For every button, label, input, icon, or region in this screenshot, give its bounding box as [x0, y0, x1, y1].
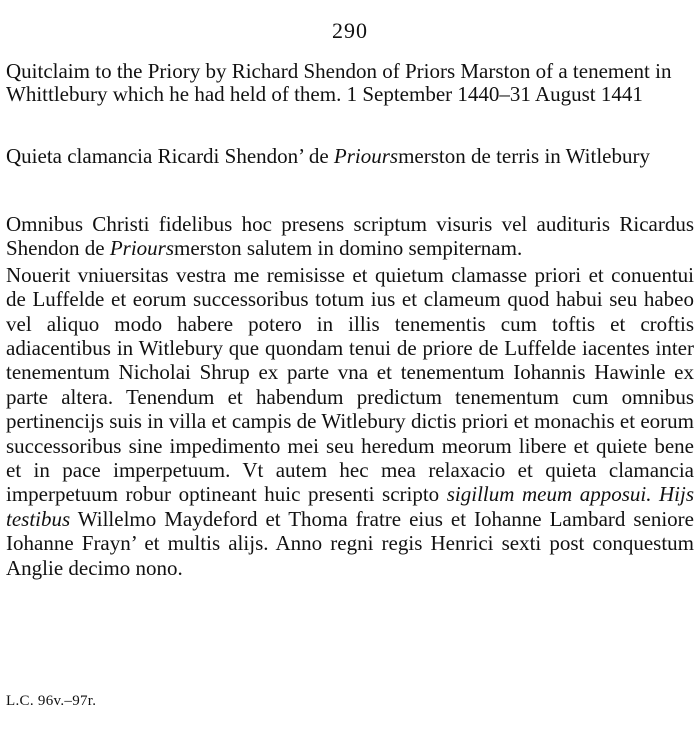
latin-title-text: Quieta clamancia Ricardi Shendon’ de	[6, 144, 334, 168]
witness-list: Willelmo Maydeford et Thoma fratre eius et Iohanne Lambard seniore Iohanne Frayn’ et multis alijs.	[6, 506, 695, 556]
latin-title-text-end: merston de terris in Witlebury	[398, 144, 650, 168]
charter-body	[6, 263, 694, 580]
manuscript-reference: L.C. 96v.–97r.	[6, 693, 97, 709]
sealing-clause: sigillum meum apposui. Hijs testibus	[6, 482, 695, 531]
opening-italic: Priours	[109, 236, 175, 261]
main-text: Nouerit vniuersitas vestra me remisisse et quietum clamasse priori et conuentui de Luffelde et eorum successoribus totum ius et clameum quod habui seu habeo vel aliquo modo habere potero in illis tenementis cum toftis et croftis adiacentibus in Witlebury que quondam tenui de priore de Luffelde iacentes inter tenementum Nicholai Shrup ex parte vna et tenementum Iohannis Hawinle ex parte altera. Tenendum et habendum predictum tenementum cum omnibus pertinencijs suis in villa et campis de Witlebury dictis priori et monachis et eorum successoribus sine impedimento mei seu heredum meorum libere et quiete bene et in pace imperpetuum. Vt autem hec mea relaxacio et quieta clamancia imperpetuum robur optineant huic presenti scripto	[6, 262, 694, 507]
opening-text-end: merston salutem in domino sempiternam.	[174, 236, 523, 261]
charter-opening	[6, 212, 694, 261]
page-number: 290	[332, 18, 368, 43]
latin-title	[6, 145, 694, 168]
dating-clause: Anno regni regis Henrici sexti post conquestum Anglie decimo nono.	[6, 531, 695, 580]
opening-text: Omnibus Christi fidelibus hoc presens scriptum visuris vel audituris Ricardus Shendon de	[6, 212, 694, 261]
latin-title-italic: Priours	[333, 144, 399, 168]
english-title: Quitclaim to the Priory by Richard Shendon of Priors Marston of a tenement in Whittlebury which he had held of them. 1 September 1440–31 August 1441	[6, 59, 672, 106]
charter-text	[6, 212, 694, 580]
